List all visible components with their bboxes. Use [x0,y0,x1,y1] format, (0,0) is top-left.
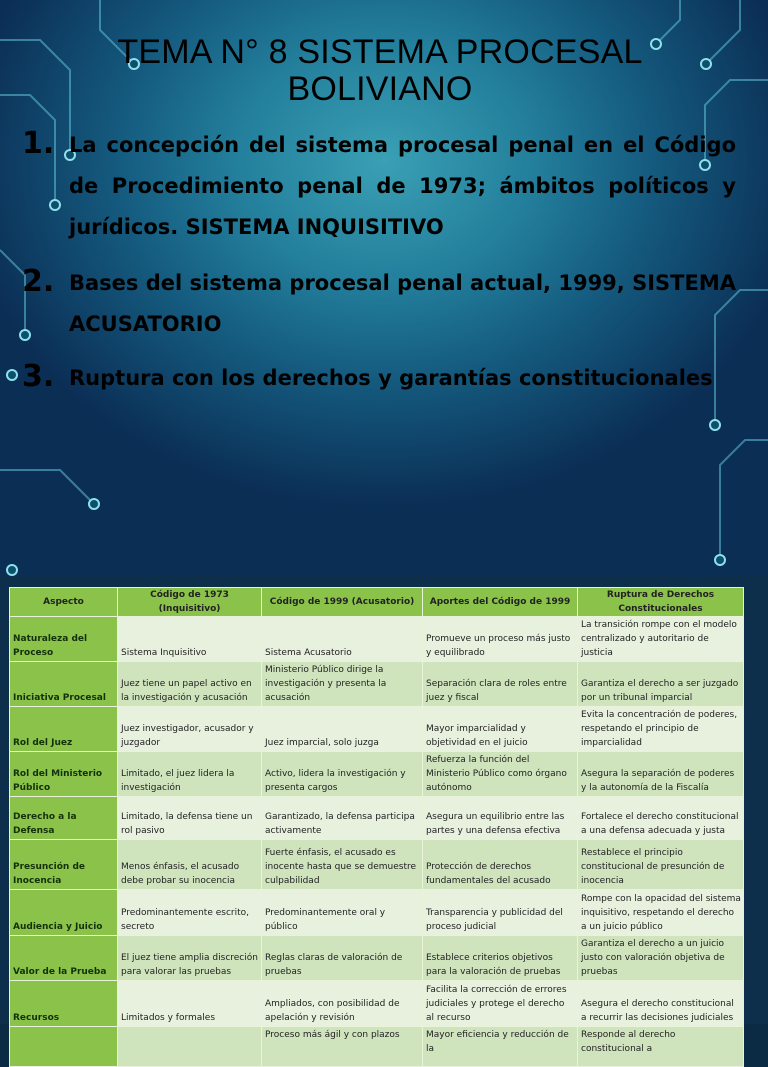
cell-1973: Juez investigador, acusador y juzgador [118,707,262,752]
cell-1999: Fuerte énfasis, el acusado es inocente hasta que se demuestre culpabilidad [262,840,423,890]
cell-contribution: Protección de derechos fundamentales del acusado [423,840,578,890]
header-contributions: Aportes del Código de 1999 [423,588,578,617]
topic-text: Ruptura con los derechos y garantías constitucionales [69,366,713,390]
cell-aspect: Audiencia y Juicio [10,890,118,936]
table-row [10,797,744,840]
cell-1973: Predominantemente escrito, secreto [118,890,262,936]
cell-aspect: Derecho a la Defensa [10,797,118,840]
comparison-table [9,587,744,1067]
table-header-row [10,588,744,617]
topic-text: La concepción del sistema procesal penal en el Código de Procedimiento penal de 1973; ámbitos políticos y jurídicos. SISTEMA INQUISITIVO [69,133,736,239]
header-code-1973: Código de 1973 (Inquisitivo) [118,588,262,617]
header-rights-rupture: Ruptura de Derechos Constitucionales [578,588,744,617]
cell-1973: Limitado, el juez lidera la investigación [118,752,262,797]
cell-contribution: Mayor imparcialidad y objetividad en el juicio [423,707,578,752]
cell-1973: Sistema Inquisitivo [118,617,262,662]
cell-aspect: Rol del Ministerio Público [10,752,118,797]
comparison-table-panel [0,576,768,1054]
slide-title-line-2: BOLIVIANO [287,70,473,108]
cell-contribution: Transparencia y publicidad del proceso judicial [423,890,578,936]
cell-rupture: Asegura el derecho constitucional a recurrir las decisiones judiciales [578,981,744,1027]
topic-number: 1. [22,126,55,161]
cell-aspect [10,1027,118,1067]
topic-number: 2. [22,264,55,299]
cell-1999: Predominantemente oral y público [262,890,423,936]
cell-1973: Menos énfasis, el acusado debe probar su inocencia [118,840,262,890]
cell-aspect: Iniciativa Procesal [10,662,118,707]
table-row [10,981,744,1027]
cell-1973: El juez tiene amplia discreción para valorar las pruebas [118,936,262,981]
cell-rupture: Fortalece el derecho constitucional a una defensa adecuada y justa [578,797,744,840]
table-row [10,840,744,890]
cell-1999: Garantizado, la defensa participa activamente [262,797,423,840]
cell-aspect: Naturaleza del Proceso [10,617,118,662]
cell-rupture: Responde al derecho constitucional a [578,1027,744,1067]
cell-rupture: Garantiza el derecho a ser juzgado por un tribunal imparcial [578,662,744,707]
cell-1973: Limitado, la defensa tiene un rol pasivo [118,797,262,840]
slide-title [60,34,700,108]
cell-contribution: Separación clara de roles entre juez y fiscal [423,662,578,707]
cell-rupture: Evita la concentración de poderes, respetando el principio de imparcialidad [578,707,744,752]
cell-rupture: Asegura la separación de poderes y la autonomía de la Fiscalía [578,752,744,797]
cell-rupture: La transición rompe con el modelo centralizado y autoritario de justicia [578,617,744,662]
cell-1973: Juez tiene un papel activo en la investigación y acusación [118,662,262,707]
cell-contribution: Facilita la corrección de errores judiciales y protege el derecho al recurso [423,981,578,1027]
table-row [10,936,744,981]
header-aspect: Aspecto [10,588,118,617]
slide-title-line-1: TEMA N° 8 SISTEMA PROCESAL [117,33,643,71]
cell-1999: Proceso más ágil y con plazos [262,1027,423,1067]
table-row [10,617,744,662]
cell-1999: Sistema Acusatorio [262,617,423,662]
table-row [10,1027,744,1067]
cell-aspect: Valor de la Prueba [10,936,118,981]
cell-contribution: Mayor eficiencia y reducción de la [423,1027,578,1067]
cell-rupture: Restablece el principio constitucional de presunción de inocencia [578,840,744,890]
table-row [10,707,744,752]
cell-1999: Reglas claras de valoración de pruebas [262,936,423,981]
header-code-1999: Código de 1999 (Acusatorio) [262,588,423,617]
cell-contribution: Asegura un equilibrio entre las partes y una defensa efectiva [423,797,578,840]
cell-1973: Limitados y formales [118,981,262,1027]
cell-contribution: Refuerza la función del Ministerio Público como órgano autónomo [423,752,578,797]
cell-1999: Juez imparcial, solo juzga [262,707,423,752]
topic-text: Bases del sistema procesal penal actual, 1999, SISTEMA ACUSATORIO [69,271,736,336]
cell-1999: Ampliados, con posibilidad de apelación y revisión [262,981,423,1027]
cell-1973 [118,1027,262,1067]
cell-1999: Activo, lidera la investigación y presenta cargos [262,752,423,797]
topic-number: 3. [22,359,55,394]
cell-aspect: Rol del Juez [10,707,118,752]
cell-rupture: Garantiza el derecho a un juicio justo con valoración objetiva de pruebas [578,936,744,981]
cell-contribution: Establece criterios objetivos para la valoración de pruebas [423,936,578,981]
table-row [10,890,744,936]
table-row [10,662,744,707]
cell-aspect: Presunción de Inocencia [10,840,118,890]
cell-rupture: Rompe con la opacidad del sistema inquisitivo, respetando el derecho a un juicio público [578,890,744,936]
cell-1999: Ministerio Público dirige la investigación y presenta la acusación [262,662,423,707]
table-row [10,752,744,797]
cell-aspect: Recursos [10,981,118,1027]
cell-contribution: Promueve un proceso más justo y equilibrado [423,617,578,662]
